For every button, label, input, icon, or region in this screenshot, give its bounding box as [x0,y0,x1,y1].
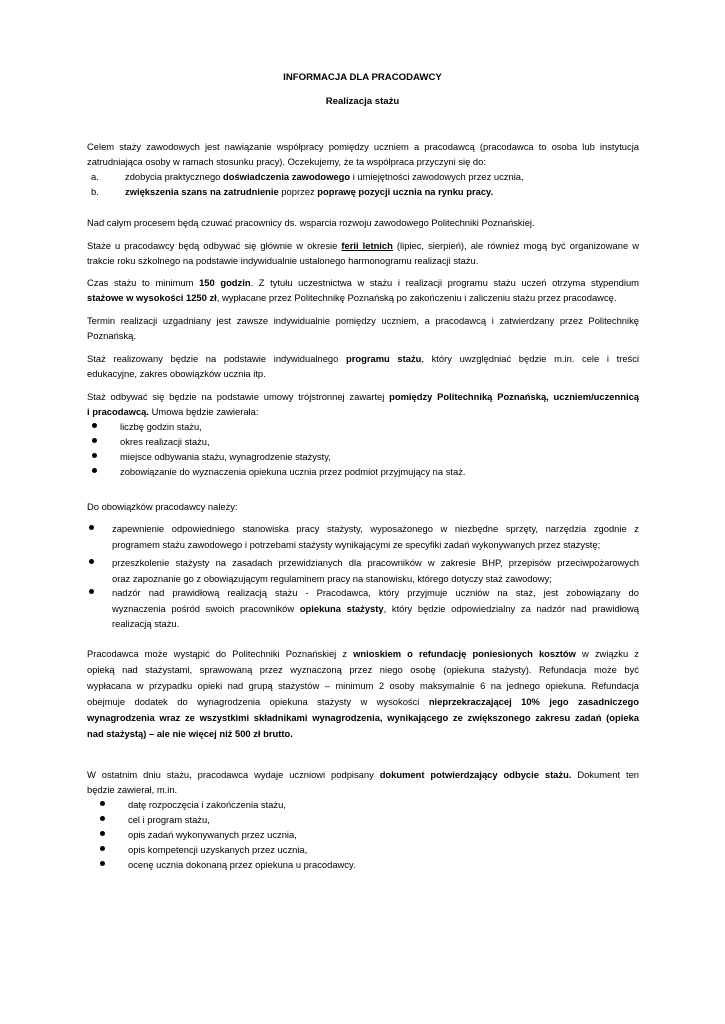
bullet-icon [100,861,105,866]
agreement-paragraph: Staż odbywać się będzie na podstawie umowy trójstronnej zawartej pomiędzy Politechniką Poznańską, uczniem/uczennicą i pracodawcą. Umowa będzie zawierała: [87,391,640,417]
agreement-item: zobowiązanie do wyznaczenia opiekuna ucznia przez podmiot przyjmujący na staż. [120,466,466,477]
agreement-item: okres realizacji stażu, [120,436,210,447]
refund-paragraph: Pracodawca może wystąpić do Politechniki Poznańskiej z wnioskiem o refundację poniesionych kosztów w związku z opieką nad stażystami, sprawowaną przez wyznaczoną przez niego osobę (opiekuna stażysty). Refundacja może być wypłacana w przypadku opieki nad grupą stażystów – minimum 2 osoby maksymalnie 6 na jednego opiekuna. Refundacja obejmuje dodatek do wynagrodzenia opiekuna stażysty w wysokości nieprzekraczającej 10% jego zasadniczego wynagrodzenia wraz ze wszystkimi składnikami wynagrodzenia, wynikającego ze zwiększonego zakresu zadań (opieka nad stażystą) – ale nie więcej niż 500 zł brutto. [87,648,640,739]
final-item: ocenę ucznia dokonaną przez opiekuna u pracodawcy. [128,859,356,870]
final-item: cel i program stażu, [128,814,210,825]
bullet-icon [89,589,94,594]
final-item: opis kompetencji uzyskanych przez ucznia, [128,844,308,855]
final-paragraph: W ostatnim dniu stażu, pracodawca wydaje uczniowi podpisany dokument potwierdzający odbycie stażu. Dokument ten będzie zawierał, m.in. [87,769,639,795]
bullet-icon [100,816,105,821]
bullet-icon [100,801,105,806]
term-paragraph: Termin realizacji uzgadniany jest zawsze indywidualnie pomiędzy uczniem, a pracodawcą i zatwierdzany przez Politechnikę Poznańską. [87,315,639,341]
bullet-icon [92,468,97,473]
intro-paragraph [87,139,639,169]
period-paragraph: Staże u pracodawcy będą odbywać się głównie w okresie ferii letnich (lipiec, sierpień), ale również mogą być organizowane w trakcie roku szkolnego na podstawie indywidualnie ustalonego harmonogramu realizacji stażu. [87,240,639,266]
bullet-icon [100,846,105,851]
duration-paragraph: Czas stażu to minimum 150 godzin. Z tytułu uczestnictwa w stażu i realizacji programu stażu uczeń otrzyma stypendium stażowe w wysokości 1250 zł, wypłacane przez Politechnikę Poznańską po zakończeniu i zaliczeniu stażu przez pracodawcę. [87,277,639,303]
intro-line: Celem staży zawodowych jest nawiązanie współpracy pomiędzy uczniem a pracodawcą (pracodawca to osoba lub instytucja [87,141,639,152]
duties-heading: Do obowiązków pracodawcy należy: [87,501,238,512]
agreement-item: miejsce odbywania stażu, wynagrodzenie stażysty, [120,451,331,462]
bullet-icon [92,423,97,428]
duty-item: zapewnienie odpowiedniego stanowiska pracy stażysty, wyposażonego w niezbędne sprzęty, narzędzia zgodnie z programem stażu zawodowego i potrzebami stażysty wynikającymi ze specyfiki zadań wykonywanych przez stażystę; [112,523,639,550]
bullet-icon [92,453,97,458]
final-item: datę rozpoczęcia i zakończenia stażu, [128,799,286,810]
bullet-icon [92,438,97,443]
intro-line: zatrudniająca osoby w ramach stosunku pracy). Oczekujemy, że ta współpraca przyczyni się do: [87,156,486,167]
document-title: INFORMACJA DLA PRACODAWCY [283,72,442,83]
program-paragraph: Staż realizowany będzie na podstawie indywidualnego programu stażu, który uwzględniać będzie m.in. cele i treści edukacyjne, zakres obowiązków ucznia itp. [87,353,639,379]
duty-item: przeszkolenie stażysty na zasadach przewidzianych dla pracowników w zakresie BHP, przepisów przeciwpożarowych oraz zapoznanie go z obowiązującym regulaminem pracy na stanowisku, którego dotyczy staż zawodowy; [112,557,639,584]
bullet-icon [100,831,105,836]
final-item: opis zadań wykonywanych przez ucznia, [128,829,297,840]
goal-item: zwiększenia szans na zatrudnienie poprzez poprawę pozycji ucznia na rynku pracy. [125,186,494,197]
document-subtitle: Realizacja stażu [325,96,400,107]
bullet-icon [89,525,94,530]
supervision-paragraph: Nad całym procesem będą czuwać pracownicy ds. wsparcia rozwoju zawodowego Politechniki Poznańskiej. [87,217,535,228]
bullet-icon [89,559,94,564]
goal-marker: b. [91,186,99,197]
duty-item: nadzór nad prawidłową realizacją stażu - Pracodawca, który przyjmuje uczniów na staż, jest zobowiązany do wyznaczenia pośród swoich pracowników opiekuna stażysty, który będzie odpowiedzialny za nadzór nad prawidłową realizacją stażu. [112,587,639,629]
agreement-item: liczbę godzin stażu, [120,421,202,432]
goal-item: zdobycia praktycznego doświadczenia zawodowego i umiejętności zawodowych przez ucznia, [125,171,524,182]
goal-marker: a. [91,171,99,182]
